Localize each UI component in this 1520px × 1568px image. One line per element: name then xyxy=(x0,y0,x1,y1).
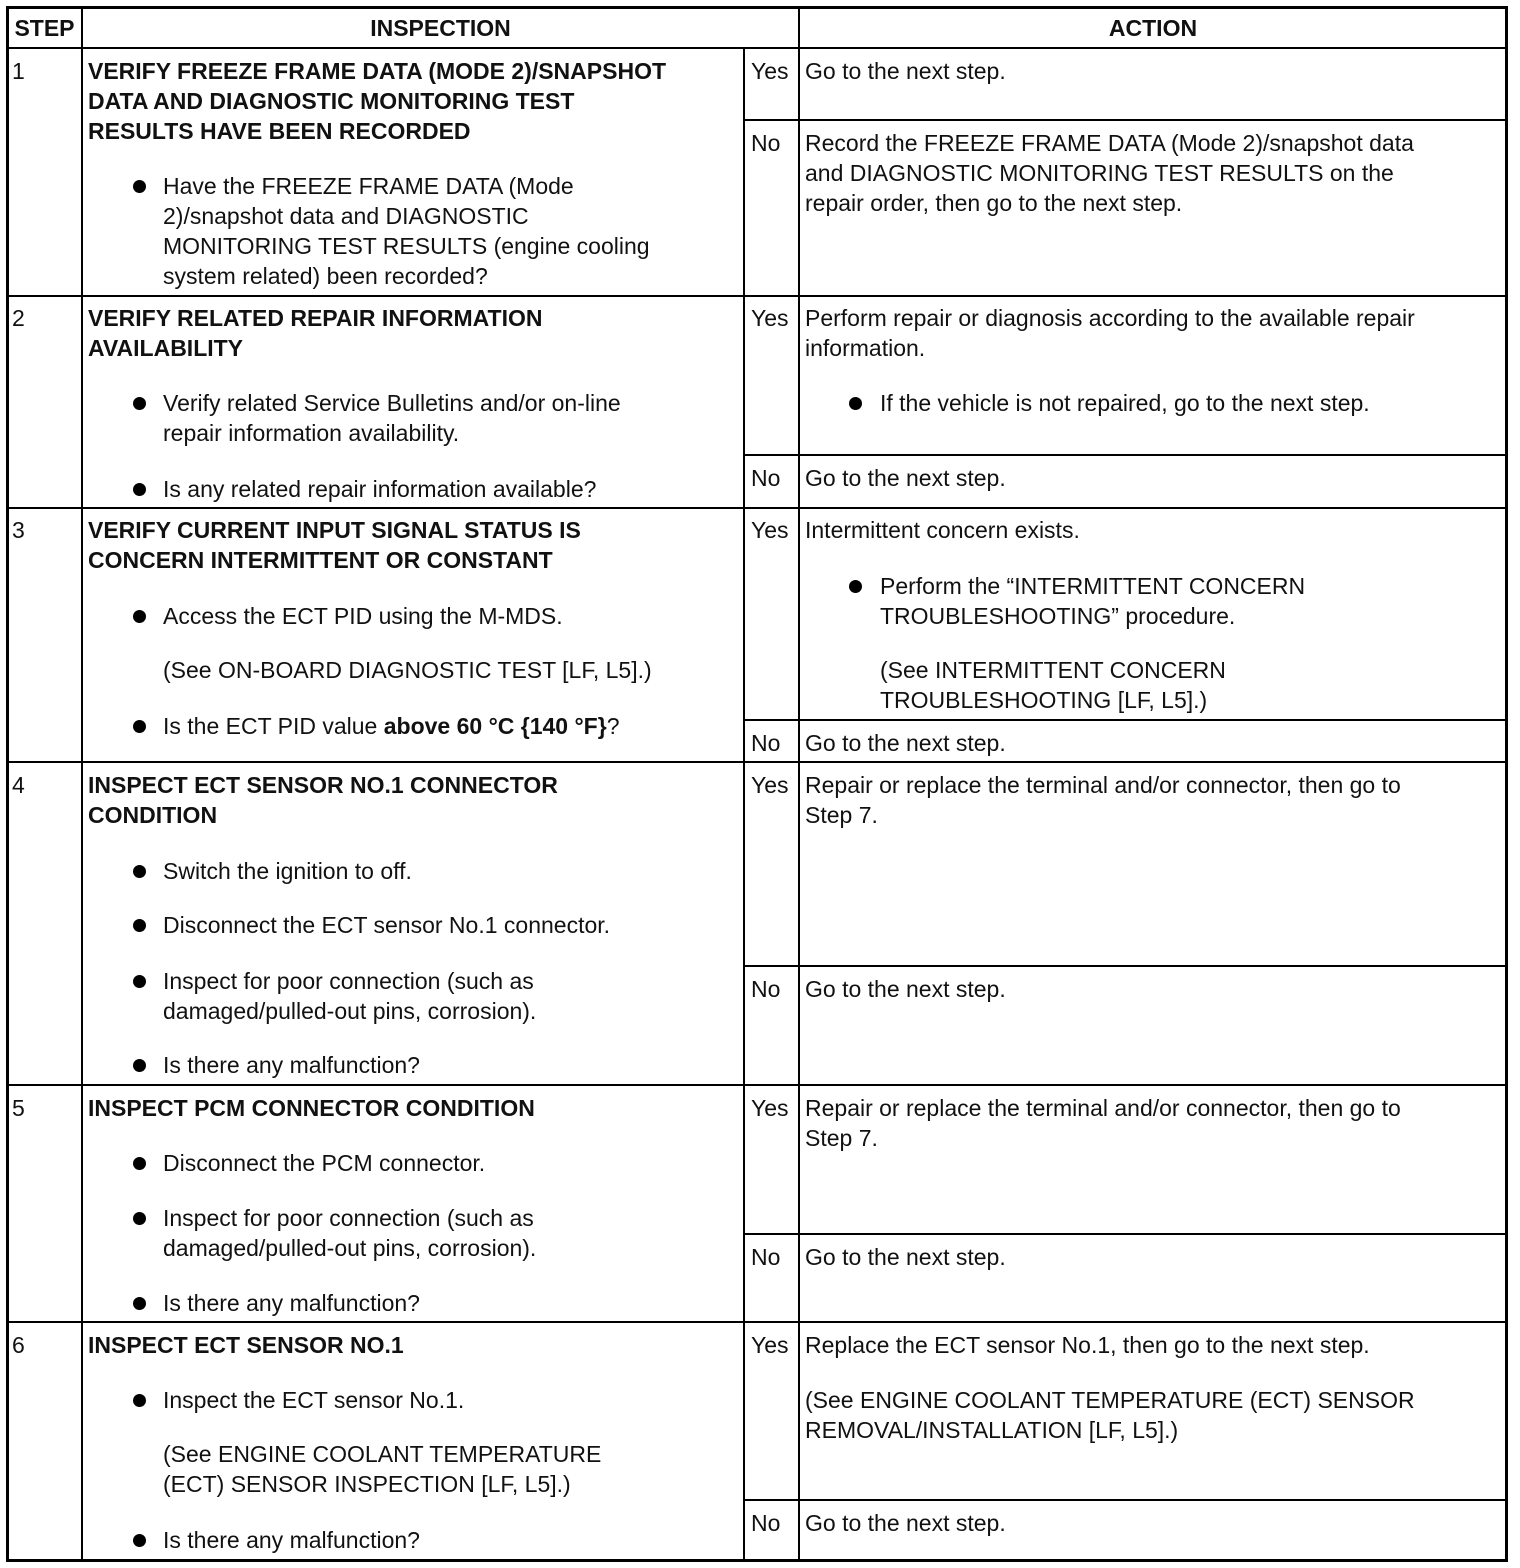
yes-action: Repair or replace the terminal and/or connector, then go to xyxy=(805,1095,1401,1121)
inspection-bullet: Access the ECT PID using the M-MDS. xyxy=(163,603,563,629)
inspection-bullet: Verify related Service Bulletins and/or on-line xyxy=(163,390,621,416)
inspection-title: AVAILABILITY xyxy=(88,335,244,361)
yes-action: Step 7. xyxy=(805,1125,878,1151)
yes-label: Yes xyxy=(751,1332,789,1358)
inspection-title: INSPECT ECT SENSOR NO.1 xyxy=(88,1332,404,1358)
no-label: No xyxy=(751,1244,781,1270)
inspection-title: DATA AND DIAGNOSTIC MONITORING TEST xyxy=(88,88,575,114)
yes-action: Perform repair or diagnosis according to the available repair xyxy=(805,305,1415,331)
row-separator xyxy=(8,507,1506,509)
no-action: Go to the next step. xyxy=(805,1244,1006,1270)
threshold-value: above 60 °C {140 °F} xyxy=(383,713,607,739)
bullet-icon xyxy=(133,483,146,496)
inspection-bullet: repair information availability. xyxy=(163,420,460,446)
yes-action-note: REMOVAL/INSTALLATION [LF, L5].) xyxy=(805,1417,1179,1443)
yesno-separator xyxy=(744,1499,1506,1501)
bullet-icon xyxy=(133,397,146,410)
col-divider-action xyxy=(798,8,800,1560)
header-step: STEP xyxy=(14,15,75,41)
row-separator xyxy=(8,295,1506,297)
no-action: and DIAGNOSTIC MONITORING TEST RESULTS on the xyxy=(805,160,1394,186)
bullet-icon xyxy=(133,610,146,623)
no-action: repair order, then go to the next step. xyxy=(805,190,1183,216)
inspection-title: CONDITION xyxy=(88,802,218,828)
inspection-bullet: system related) been recorded? xyxy=(163,263,488,289)
yesno-separator xyxy=(744,119,1506,121)
yes-label: Yes xyxy=(751,1095,789,1121)
yes-action: information. xyxy=(805,335,926,361)
bullet-icon xyxy=(133,919,146,932)
yes-action-bullet: Perform the “INTERMITTENT CONCERN xyxy=(880,573,1306,599)
step-number: 6 xyxy=(12,1332,25,1358)
inspection-bullet: damaged/pulled-out pins, corrosion). xyxy=(163,1235,537,1261)
inspection-title: VERIFY FREEZE FRAME DATA (MODE 2)/SNAPSHOT xyxy=(88,58,667,84)
yesno-separator xyxy=(744,1233,1506,1235)
no-label: No xyxy=(751,1510,781,1536)
yes-label: Yes xyxy=(751,58,789,84)
no-label: No xyxy=(751,730,781,756)
yes-action: Step 7. xyxy=(805,802,878,828)
inspection-title: VERIFY RELATED REPAIR INFORMATION xyxy=(88,305,543,331)
inspection-title: INSPECT ECT SENSOR NO.1 CONNECTOR xyxy=(88,772,558,798)
bullet-icon xyxy=(133,1157,146,1170)
inspection-bullet: Is the ECT PID value above 60 °C {140 °F}? xyxy=(163,713,620,739)
inspection-note: (ECT) SENSOR INSPECTION [LF, L5].) xyxy=(163,1471,571,1497)
header-action: ACTION xyxy=(1108,15,1198,41)
no-label: No xyxy=(751,130,781,156)
yes-action: Intermittent concern exists. xyxy=(805,517,1080,543)
step-number: 2 xyxy=(12,305,25,331)
inspection-note: (See ENGINE COOLANT TEMPERATURE xyxy=(163,1441,602,1467)
inspection-title: VERIFY CURRENT INPUT SIGNAL STATUS IS xyxy=(88,517,581,543)
yes-action: Go to the next step. xyxy=(805,58,1006,84)
col-divider-step xyxy=(81,8,83,1560)
no-action: Go to the next step. xyxy=(805,465,1006,491)
bullet-icon xyxy=(133,1212,146,1225)
yes-label: Yes xyxy=(751,305,789,331)
step-number: 3 xyxy=(12,517,25,543)
bullet-icon xyxy=(133,865,146,878)
inspection-title: INSPECT PCM CONNECTOR CONDITION xyxy=(88,1095,535,1121)
no-action: Go to the next step. xyxy=(805,976,1006,1002)
bullet-icon xyxy=(133,720,146,733)
bullet-icon xyxy=(849,580,862,593)
yes-label: Yes xyxy=(751,517,789,543)
row-separator xyxy=(8,761,1506,763)
inspection-bullet: Switch the ignition to off. xyxy=(163,858,412,884)
inspection-title: CONCERN INTERMITTENT OR CONSTANT xyxy=(88,547,553,573)
inspection-bullet: damaged/pulled-out pins, corrosion). xyxy=(163,998,537,1024)
bullet-icon xyxy=(133,1394,146,1407)
inspection-note: (See ON-BOARD DIAGNOSTIC TEST [LF, L5].) xyxy=(163,657,652,683)
yes-action: Replace the ECT sensor No.1, then go to the next step. xyxy=(805,1332,1370,1358)
yes-action-note: (See INTERMITTENT CONCERN xyxy=(880,657,1226,683)
yesno-separator xyxy=(744,719,1506,721)
no-action: Go to the next step. xyxy=(805,1510,1006,1536)
inspection-bullet: Inspect for poor connection (such as xyxy=(163,968,534,994)
no-action: Record the FREEZE FRAME DATA (Mode 2)/snapshot data xyxy=(805,130,1414,156)
bullet-icon xyxy=(133,180,146,193)
no-label: No xyxy=(751,976,781,1002)
inspection-bullet: Have the FREEZE FRAME DATA (Mode xyxy=(163,173,574,199)
yes-action: Repair or replace the terminal and/or connector, then go to xyxy=(805,772,1401,798)
yesno-separator xyxy=(744,965,1506,967)
inspection-bullet: 2)/snapshot data and DIAGNOSTIC xyxy=(163,203,529,229)
row-separator xyxy=(8,1084,1506,1086)
col-divider-yesno xyxy=(743,48,745,1560)
yes-action-note: TROUBLESHOOTING [LF, L5].) xyxy=(880,687,1208,713)
yes-action-bullet: TROUBLESHOOTING” procedure. xyxy=(880,603,1236,629)
inspection-bullet: Is there any malfunction? xyxy=(163,1052,420,1078)
row-separator xyxy=(8,1321,1506,1323)
bullet-icon xyxy=(133,975,146,988)
inspection-bullet: Inspect for poor connection (such as xyxy=(163,1205,534,1231)
step-number: 5 xyxy=(12,1095,25,1121)
yes-action-note: (See ENGINE COOLANT TEMPERATURE (ECT) SENSOR xyxy=(805,1387,1415,1413)
no-action: Go to the next step. xyxy=(805,730,1006,756)
inspection-bullet: Inspect the ECT sensor No.1. xyxy=(163,1387,465,1413)
inspection-title: RESULTS HAVE BEEN RECORDED xyxy=(88,118,471,144)
inspection-bullet: Is there any malfunction? xyxy=(163,1527,420,1553)
step-number: 4 xyxy=(12,772,25,798)
yesno-separator xyxy=(744,454,1506,456)
yes-label: Yes xyxy=(751,772,789,798)
step-number: 1 xyxy=(12,58,25,84)
bullet-icon xyxy=(849,397,862,410)
inspection-bullet: Disconnect the ECT sensor No.1 connector. xyxy=(163,912,611,938)
bullet-icon xyxy=(133,1534,146,1547)
inspection-bullet: Is there any malfunction? xyxy=(163,1290,420,1316)
inspection-bullet: Disconnect the PCM connector. xyxy=(163,1150,486,1176)
bullet-icon xyxy=(133,1297,146,1310)
header-inspection: INSPECTION xyxy=(370,15,511,41)
bullet-icon xyxy=(133,1059,146,1072)
no-label: No xyxy=(751,465,781,491)
inspection-bullet: Is any related repair information available? xyxy=(163,476,597,502)
yes-action-bullet: If the vehicle is not repaired, go to the next step. xyxy=(880,390,1370,416)
inspection-bullet: MONITORING TEST RESULTS (engine cooling xyxy=(163,233,650,259)
